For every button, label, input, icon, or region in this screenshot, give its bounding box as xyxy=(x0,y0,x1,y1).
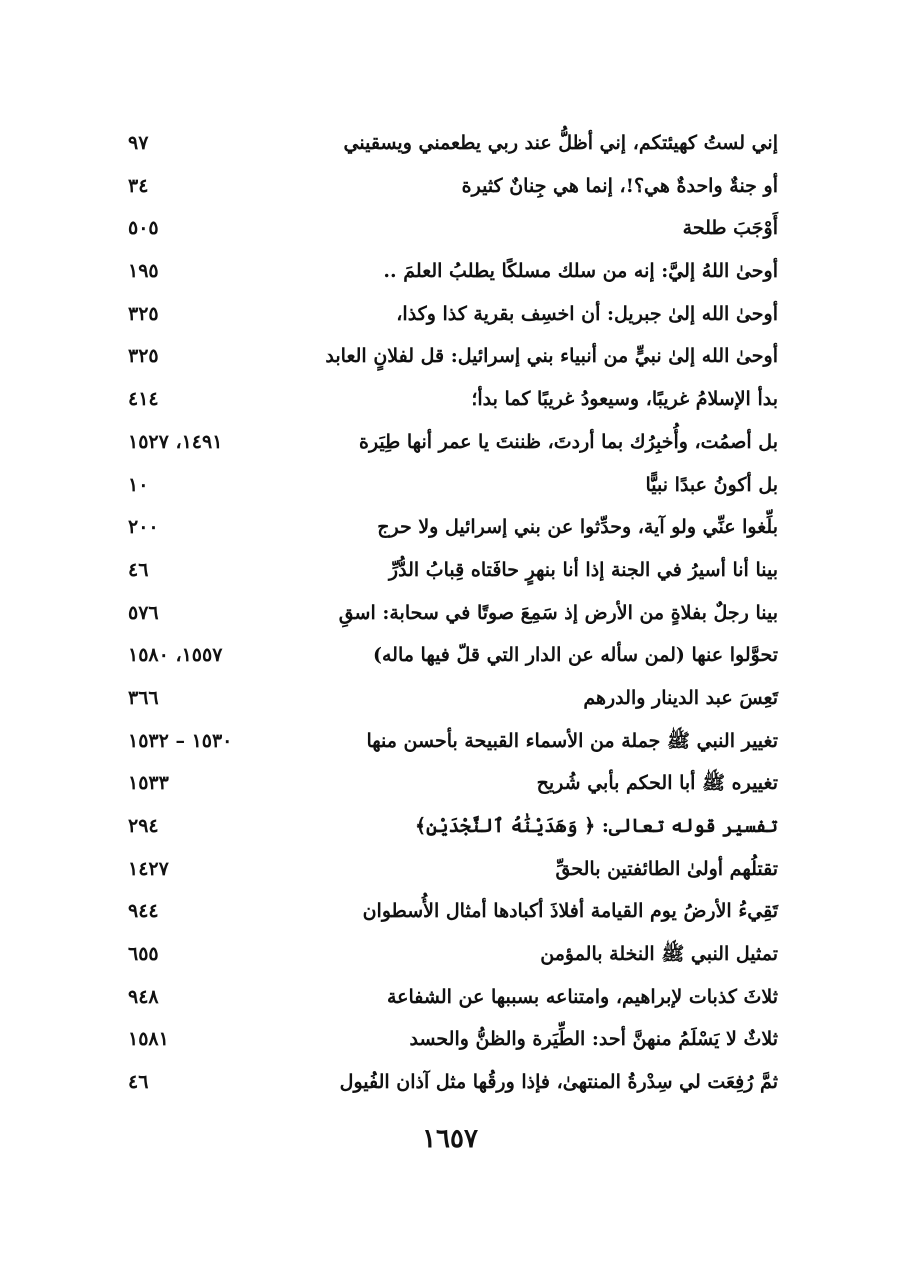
index-entry xyxy=(128,506,778,549)
entry-page-refs: ٤٦ xyxy=(128,558,149,581)
entry-text: بلِّغوا عنِّي ولو آية، وحدِّثوا عن بني إسرائيل ولا حرج xyxy=(377,516,778,539)
entry-page-refs: ٢٩٤ xyxy=(128,815,159,837)
index-entry xyxy=(128,335,778,378)
entry-text: تَعِسَ عبد الدينار والدرهم xyxy=(583,686,778,709)
entry-page-refs: ١٤٩١، ١٥٢٧ xyxy=(128,430,223,453)
entry-text: تفسير قوله تعالى: ﴿ وَهَدَيْنَٰهُ ٱلنَّجْدَيْنِ﴾ xyxy=(415,815,778,837)
page-number: ١٦٥٧ xyxy=(422,1124,478,1154)
entry-text: تغيير النبي ﷺ جملة من الأسماء القبيحة بأحسن منها xyxy=(366,729,778,752)
entry-page-refs: ٣٢٥ xyxy=(128,302,159,325)
entry-page-refs: ٦٥٥ xyxy=(128,943,159,966)
index-entry xyxy=(128,421,778,464)
entry-text: أوحىٰ الله إلىٰ جبريل: أن اخسِف بقرية كذا وكذا، xyxy=(396,302,778,325)
entry-text: ثلاثٌ لا يَسْلَمُ منهنَّ أحد: الطِّيَرة والظنُّ والحسد xyxy=(409,1028,778,1051)
entry-page-refs: ٥٠٥ xyxy=(128,217,159,240)
entry-page-refs: ٩٧ xyxy=(128,132,149,154)
index-entry xyxy=(128,848,778,891)
index-entry xyxy=(128,549,778,592)
entry-text: ثلاثَ كذبات لإبراهيم، وامتناعه بسببها عن الشفاعة xyxy=(386,985,778,1008)
entry-text: تقتلُهم أولىٰ الطائفتين بالحقِّ xyxy=(555,857,778,880)
entry-page-refs: ١٠ xyxy=(128,473,149,496)
index-entry xyxy=(128,250,778,293)
entry-text: بينا رجلٌ بفلاةٍ من الأرض إذ سَمِعَ صوتًا في سحابة: اسقِ xyxy=(338,601,778,624)
index-entry xyxy=(128,378,778,421)
entry-text: أوحىٰ الله إلىٰ نبيٍّ من أنبياء بني إسرائيل: قل لفلانٍ العابد xyxy=(325,345,778,368)
index-entry xyxy=(128,1018,778,1061)
entry-text: ثمَّ رُفِعَت لي سِدْرةُ المنتهىٰ، فإذا ورقُها مثل آذان الفُيول xyxy=(339,1071,778,1094)
entry-text: تغييره ﷺ أبا الحكم بأبي شُريح xyxy=(536,772,778,795)
entry-text: بل أكونُ عبدًا نبيًّا xyxy=(645,473,778,496)
entry-text: تمثيل النبي ﷺ النخلة بالمؤمن xyxy=(540,943,778,966)
entry-page-refs: ١٤٢٧ xyxy=(128,857,169,880)
index-entry xyxy=(128,720,778,763)
entry-text: أَوْجَبَ طلحة xyxy=(682,217,778,240)
index-entry xyxy=(128,1061,778,1104)
entry-text: بل أصمُت، وأُخبِرُك بما أردتَ، ظننتَ يا عمر أنها طِيَرة xyxy=(358,430,778,453)
hadith-index-list xyxy=(128,122,778,1104)
entry-page-refs: ١٥٨١ xyxy=(128,1028,169,1051)
index-entry xyxy=(128,122,778,165)
entry-page-refs: ٣٦٦ xyxy=(128,686,159,709)
index-entry xyxy=(128,677,778,720)
entry-page-refs: ٢٠٠ xyxy=(128,516,159,539)
entry-page-refs: ١٥٥٧، ١٥٨٠ xyxy=(128,644,223,667)
entry-text: أوحىٰ اللهُ إليَّ: إنه من سلك مسلكًا يطلبُ العلمَ .. xyxy=(383,260,778,283)
index-entry xyxy=(128,165,778,208)
entry-text: بينا أنا أسيرُ في الجنة إذا أنا بنهرٍ حافَتاه قِبابُ الدُّرِّ xyxy=(388,558,778,581)
index-entry xyxy=(128,805,778,848)
index-entry xyxy=(128,933,778,976)
index-entry xyxy=(128,293,778,336)
entry-text: تحوَّلوا عنها (لمن سأله عن الدار التي قلّ فيها ماله) xyxy=(372,644,778,667)
entry-text: إني لستُ كهيئتكم، إني أظلُّ عند ربي يطعمني ويسقيني xyxy=(343,132,778,154)
entry-text: أو جنةٌ واحدةٌ هي؟!، إنما هي جِنانٌ كثيرة xyxy=(461,174,778,197)
index-entry xyxy=(128,592,778,635)
entry-page-refs: ١٥٣٣ xyxy=(128,772,169,795)
entry-page-refs: ٩٤٨ xyxy=(128,985,159,1008)
entry-page-refs: ٤٦ xyxy=(128,1071,149,1094)
entry-text: بدأ الإسلامُ غريبًا، وسيعودُ غريبًا كما بدأ؛ xyxy=(471,388,778,411)
entry-page-refs: ٣٢٥ xyxy=(128,345,159,368)
entry-page-refs: ١٩٥ xyxy=(128,260,159,283)
entry-page-refs: ٤١٤ xyxy=(128,388,159,411)
index-entry xyxy=(128,890,778,933)
index-entry xyxy=(128,762,778,805)
index-entry xyxy=(128,976,778,1019)
index-entry xyxy=(128,464,778,507)
entry-page-refs: ٣٤ xyxy=(128,174,149,197)
entry-page-refs: ٩٤٤ xyxy=(128,900,159,923)
index-entry xyxy=(128,207,778,250)
index-entry xyxy=(128,634,778,677)
entry-page-refs: ١٥٣٠ – ١٥٣٢ xyxy=(128,729,233,752)
entry-text: تَقِيءُ الأرضُ يوم القيامة أفلاذَ أكبادها أمثال الأُسطوان xyxy=(362,900,778,923)
entry-page-refs: ٥٧٦ xyxy=(128,601,159,624)
